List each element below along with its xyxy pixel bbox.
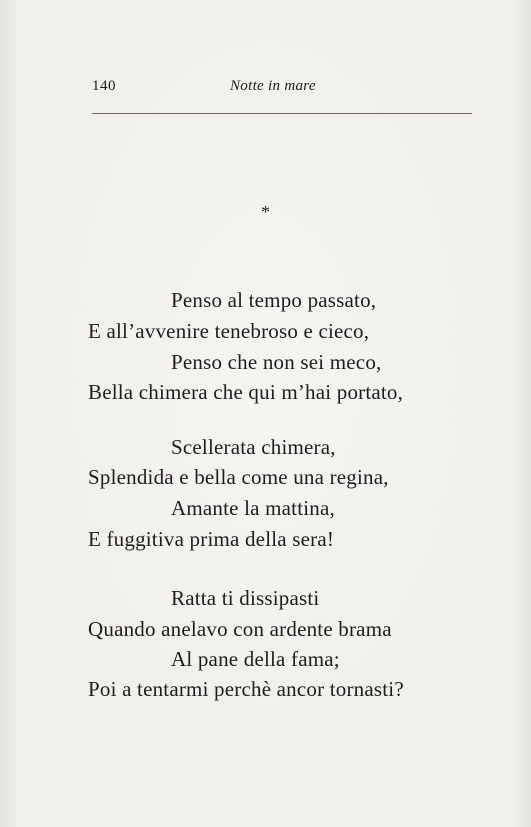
poem-line: Bella chimera che qui m’hai portato, <box>88 380 404 404</box>
poem-line: Scellerata chimera, <box>171 435 336 459</box>
page-header <box>92 78 472 100</box>
poem-line: Penso al tempo passato, <box>171 288 377 312</box>
poem-line: Penso che non sei meco, <box>171 350 382 374</box>
poem-line: Poi a tentarmi perchè ancor tornasti? <box>88 677 404 701</box>
running-title: Notte in mare <box>230 78 316 94</box>
poem-line: Amante la mattina, <box>171 496 335 520</box>
poem-line: Ratta ti dissipasti <box>171 586 320 610</box>
header-rule <box>92 113 472 114</box>
poem-line: E fuggitiva prima della sera! <box>88 527 335 551</box>
section-separator: * <box>261 202 270 222</box>
poem-line: Splendida e bella come una regina, <box>88 465 389 489</box>
poem-line: E all’avvenire tenebroso e cieco, <box>88 319 370 343</box>
page-number: 140 <box>92 78 116 94</box>
poem-line: Al pane della fama; <box>171 647 340 671</box>
poem-line: Quando anelavo con ardente brama <box>88 617 392 641</box>
